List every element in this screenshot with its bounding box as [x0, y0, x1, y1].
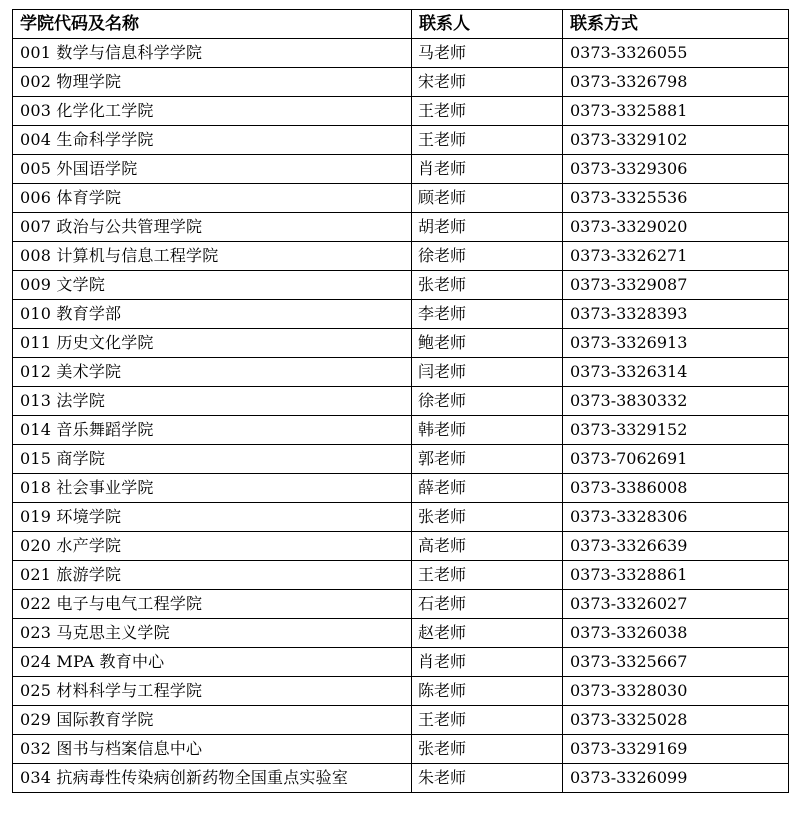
- table-row: [13, 677, 789, 706]
- college-cell: 007 政治与公共管理学院: [13, 213, 412, 242]
- phone-cell: 0373-3329102: [563, 126, 789, 155]
- phone-cell: 0373-3325028: [563, 706, 789, 735]
- contact-cell: 薛老师: [412, 474, 563, 503]
- college-cell: 020 水产学院: [13, 532, 412, 561]
- contact-table-container: [12, 9, 788, 793]
- contact-cell: 鲍老师: [412, 329, 563, 358]
- phone-cell: 0373-3326055: [563, 39, 789, 68]
- phone-cell: 0373-3326271: [563, 242, 789, 271]
- college-cell: 019 环境学院: [13, 503, 412, 532]
- table-row: [13, 39, 789, 68]
- contact-table: [12, 9, 789, 793]
- phone-cell: 0373-3329152: [563, 416, 789, 445]
- college-cell: 004 生命科学学院: [13, 126, 412, 155]
- phone-cell: 0373-3326027: [563, 590, 789, 619]
- contact-cell: 陈老师: [412, 677, 563, 706]
- contact-cell: 张老师: [412, 503, 563, 532]
- table-row: [13, 155, 789, 184]
- college-cell: 034 抗病毒性传染病创新药物全国重点实验室: [13, 764, 412, 793]
- college-cell: 015 商学院: [13, 445, 412, 474]
- college-cell: 022 电子与电气工程学院: [13, 590, 412, 619]
- table-header-row: [13, 10, 789, 39]
- table-row: [13, 416, 789, 445]
- phone-cell: 0373-7062691: [563, 445, 789, 474]
- contact-cell: 肖老师: [412, 648, 563, 677]
- college-cell: 003 化学化工学院: [13, 97, 412, 126]
- contact-cell: 徐老师: [412, 242, 563, 271]
- contact-cell: 闫老师: [412, 358, 563, 387]
- phone-cell: 0373-3326798: [563, 68, 789, 97]
- phone-cell: 0373-3326913: [563, 329, 789, 358]
- contact-cell: 张老师: [412, 735, 563, 764]
- table-body: [13, 39, 789, 793]
- table-row: [13, 474, 789, 503]
- table-row: [13, 387, 789, 416]
- table-row: [13, 329, 789, 358]
- table-row: [13, 619, 789, 648]
- table-row: [13, 445, 789, 474]
- college-cell: 008 计算机与信息工程学院: [13, 242, 412, 271]
- contact-cell: 王老师: [412, 97, 563, 126]
- contact-cell: 高老师: [412, 532, 563, 561]
- phone-cell: 0373-3326038: [563, 619, 789, 648]
- table-row: [13, 561, 789, 590]
- college-cell: 001 数学与信息科学学院: [13, 39, 412, 68]
- college-cell: 013 法学院: [13, 387, 412, 416]
- contact-cell: 宋老师: [412, 68, 563, 97]
- contact-cell: 赵老师: [412, 619, 563, 648]
- header-contact: 联系人: [412, 10, 563, 39]
- table-row: [13, 706, 789, 735]
- table-row: [13, 300, 789, 329]
- phone-cell: 0373-3326639: [563, 532, 789, 561]
- college-cell: 025 材料科学与工程学院: [13, 677, 412, 706]
- table-row: [13, 242, 789, 271]
- phone-cell: 0373-3328030: [563, 677, 789, 706]
- table-row: [13, 358, 789, 387]
- contact-cell: 王老师: [412, 561, 563, 590]
- contact-cell: 马老师: [412, 39, 563, 68]
- college-cell: 006 体育学院: [13, 184, 412, 213]
- table-row: [13, 503, 789, 532]
- college-cell: 014 音乐舞蹈学院: [13, 416, 412, 445]
- college-cell: 024 MPA 教育中心: [13, 648, 412, 677]
- phone-cell: 0373-3328861: [563, 561, 789, 590]
- college-cell: 011 历史文化学院: [13, 329, 412, 358]
- college-cell: 010 教育学部: [13, 300, 412, 329]
- phone-cell: 0373-3326314: [563, 358, 789, 387]
- contact-cell: 石老师: [412, 590, 563, 619]
- table-row: [13, 97, 789, 126]
- table-row: [13, 648, 789, 677]
- table-row: [13, 68, 789, 97]
- header-college: 学院代码及名称: [13, 10, 412, 39]
- table-row: [13, 213, 789, 242]
- contact-cell: 郭老师: [412, 445, 563, 474]
- college-cell: 023 马克思主义学院: [13, 619, 412, 648]
- contact-cell: 顾老师: [412, 184, 563, 213]
- table-row: [13, 532, 789, 561]
- college-cell: 005 外国语学院: [13, 155, 412, 184]
- table-row: [13, 764, 789, 793]
- contact-cell: 韩老师: [412, 416, 563, 445]
- table-row: [13, 184, 789, 213]
- contact-cell: 胡老师: [412, 213, 563, 242]
- contact-cell: 肖老师: [412, 155, 563, 184]
- college-cell: 009 文学院: [13, 271, 412, 300]
- contact-cell: 张老师: [412, 271, 563, 300]
- table-row: [13, 590, 789, 619]
- college-cell: 012 美术学院: [13, 358, 412, 387]
- college-cell: 032 图书与档案信息中心: [13, 735, 412, 764]
- header-phone: 联系方式: [563, 10, 789, 39]
- contact-cell: 徐老师: [412, 387, 563, 416]
- phone-cell: 0373-3329087: [563, 271, 789, 300]
- phone-cell: 0373-3325667: [563, 648, 789, 677]
- contact-cell: 王老师: [412, 706, 563, 735]
- contact-cell: 朱老师: [412, 764, 563, 793]
- phone-cell: 0373-3328393: [563, 300, 789, 329]
- table-row: [13, 735, 789, 764]
- college-cell: 002 物理学院: [13, 68, 412, 97]
- phone-cell: 0373-3329020: [563, 213, 789, 242]
- phone-cell: 0373-3329306: [563, 155, 789, 184]
- phone-cell: 0373-3329169: [563, 735, 789, 764]
- table-row: [13, 126, 789, 155]
- phone-cell: 0373-3325881: [563, 97, 789, 126]
- phone-cell: 0373-3386008: [563, 474, 789, 503]
- contact-cell: 王老师: [412, 126, 563, 155]
- phone-cell: 0373-3325536: [563, 184, 789, 213]
- college-cell: 018 社会事业学院: [13, 474, 412, 503]
- phone-cell: 0373-3830332: [563, 387, 789, 416]
- phone-cell: 0373-3328306: [563, 503, 789, 532]
- college-cell: 029 国际教育学院: [13, 706, 412, 735]
- phone-cell: 0373-3326099: [563, 764, 789, 793]
- table-row: [13, 271, 789, 300]
- contact-cell: 李老师: [412, 300, 563, 329]
- college-cell: 021 旅游学院: [13, 561, 412, 590]
